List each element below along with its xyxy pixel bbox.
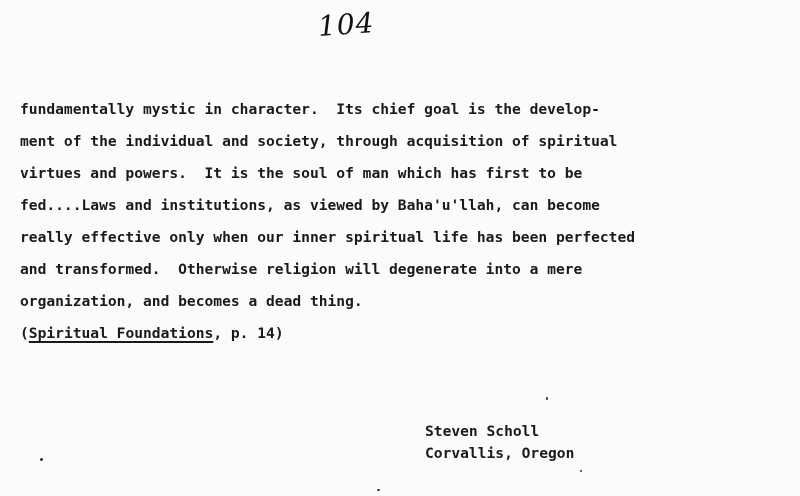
- signature-location: Corvallis, Oregon: [425, 445, 575, 462]
- body-text: [20, 100, 790, 344]
- signature-block: [425, 422, 574, 466]
- scan-speck: [40, 458, 43, 461]
- body-line: fed....Laws and institutions, as viewed by Baha'u'llah, can become: [20, 197, 600, 214]
- scan-speck: [580, 470, 582, 472]
- signature-name: Steven Scholl: [425, 423, 540, 440]
- citation-page: , p. 14): [213, 325, 284, 342]
- page-number: 104: [316, 6, 376, 43]
- citation-title: Spiritual Foundations: [28, 325, 214, 342]
- body-line: virtues and powers. It is the soul of man which has first to be: [20, 165, 583, 182]
- citation-open-paren: (: [20, 325, 29, 342]
- citation: [20, 324, 790, 344]
- body-line: really effective only when our inner spiritual life has been perfected: [20, 229, 636, 246]
- body-line: and transformed. Otherwise religion will degenerate into a mere: [20, 261, 583, 278]
- body-line: fundamentally mystic in character. Its chief goal is the develop-: [20, 101, 600, 118]
- body-line: ment of the individual and society, through acquisition of spiritual: [20, 133, 618, 150]
- body-line: organization, and becomes a dead thing.: [20, 293, 363, 310]
- scan-speck: [546, 397, 548, 400]
- scan-speck: [377, 489, 380, 491]
